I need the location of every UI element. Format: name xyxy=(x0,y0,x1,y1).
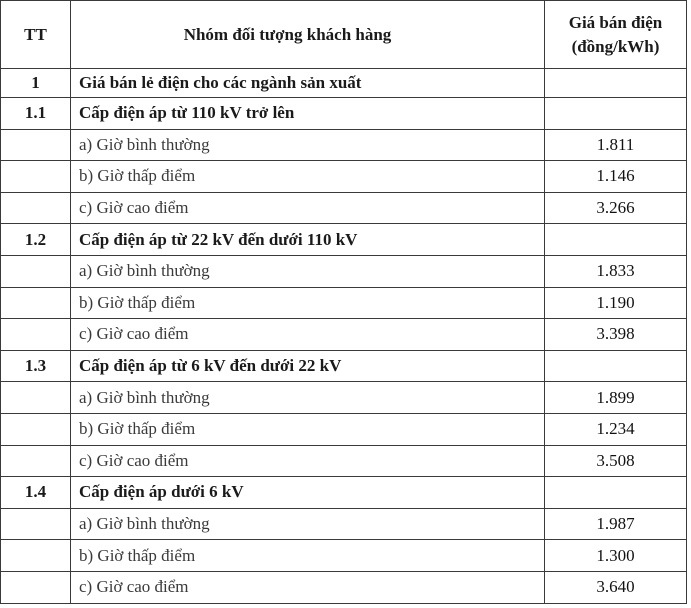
row-tt-cell: 1 xyxy=(1,69,71,98)
table-row xyxy=(1,287,687,319)
row-tt-cell xyxy=(1,508,71,540)
group-heading-cell: Giá bán lẻ điện cho các ngành sản xuất xyxy=(71,69,545,98)
price-cell: 1.234 xyxy=(545,413,687,445)
group-heading-cell: Cấp điện áp từ 6 kV đến dưới 22 kV xyxy=(71,350,545,382)
price-cell xyxy=(545,224,687,256)
time-period-cell: b) Giờ thấp điểm xyxy=(71,413,545,445)
price-cell: 1.833 xyxy=(545,255,687,287)
price-cell: 1.300 xyxy=(545,540,687,572)
table-row xyxy=(1,69,687,98)
table-row xyxy=(1,224,687,256)
row-tt-cell xyxy=(1,382,71,414)
price-cell: 1.811 xyxy=(545,129,687,161)
row-tt-cell xyxy=(1,413,71,445)
time-period-cell: b) Giờ thấp điểm xyxy=(71,287,545,319)
table-row xyxy=(1,571,687,603)
time-period-cell: a) Giờ bình thường xyxy=(71,129,545,161)
table-row xyxy=(1,382,687,414)
price-cell xyxy=(545,477,687,509)
table-row xyxy=(1,161,687,193)
row-tt-cell xyxy=(1,287,71,319)
table-body xyxy=(1,69,687,604)
row-tt-cell xyxy=(1,540,71,572)
time-period-cell: a) Giờ bình thường xyxy=(71,255,545,287)
time-period-cell: c) Giờ cao điểm xyxy=(71,445,545,477)
price-cell xyxy=(545,98,687,130)
time-period-cell: b) Giờ thấp điểm xyxy=(71,540,545,572)
table-row xyxy=(1,192,687,224)
price-cell: 3.508 xyxy=(545,445,687,477)
row-tt-cell xyxy=(1,192,71,224)
header-customer-group: Nhóm đối tượng khách hàng xyxy=(71,1,545,69)
table-row xyxy=(1,129,687,161)
row-tt-cell xyxy=(1,571,71,603)
table-row xyxy=(1,319,687,351)
row-tt-cell xyxy=(1,129,71,161)
time-period-cell: c) Giờ cao điểm xyxy=(71,192,545,224)
table-row xyxy=(1,350,687,382)
row-tt-cell xyxy=(1,445,71,477)
price-cell xyxy=(545,69,687,98)
header-price-line2: (đồng/kWh) xyxy=(571,36,660,56)
price-cell: 1.190 xyxy=(545,287,687,319)
table-row xyxy=(1,98,687,130)
row-tt-cell: 1.3 xyxy=(1,350,71,382)
time-period-cell: c) Giờ cao điểm xyxy=(71,319,545,351)
header-price-line1: Giá bán điện xyxy=(568,12,663,32)
time-period-cell: c) Giờ cao điểm xyxy=(71,571,545,603)
header-price xyxy=(545,1,687,69)
table-row xyxy=(1,445,687,477)
group-heading-cell: Cấp điện áp từ 110 kV trở lên xyxy=(71,98,545,130)
price-cell xyxy=(545,350,687,382)
time-period-cell: a) Giờ bình thường xyxy=(71,382,545,414)
time-period-cell: a) Giờ bình thường xyxy=(71,508,545,540)
price-cell: 3.266 xyxy=(545,192,687,224)
table-header-row xyxy=(1,1,687,69)
price-cell: 1.987 xyxy=(545,508,687,540)
row-tt-cell xyxy=(1,255,71,287)
table-row xyxy=(1,540,687,572)
table-row xyxy=(1,413,687,445)
table-row xyxy=(1,255,687,287)
table-row xyxy=(1,477,687,509)
time-period-cell: b) Giờ thấp điểm xyxy=(71,161,545,193)
price-cell: 1.146 xyxy=(545,161,687,193)
group-heading-cell: Cấp điện áp từ 22 kV đến dưới 110 kV xyxy=(71,224,545,256)
group-heading-cell: Cấp điện áp dưới 6 kV xyxy=(71,477,545,509)
row-tt-cell: 1.1 xyxy=(1,98,71,130)
header-tt: TT xyxy=(1,1,71,69)
row-tt-cell: 1.2 xyxy=(1,224,71,256)
price-cell: 1.899 xyxy=(545,382,687,414)
row-tt-cell: 1.4 xyxy=(1,477,71,509)
price-cell: 3.398 xyxy=(545,319,687,351)
row-tt-cell xyxy=(1,161,71,193)
price-cell: 3.640 xyxy=(545,571,687,603)
row-tt-cell xyxy=(1,319,71,351)
table-row xyxy=(1,508,687,540)
